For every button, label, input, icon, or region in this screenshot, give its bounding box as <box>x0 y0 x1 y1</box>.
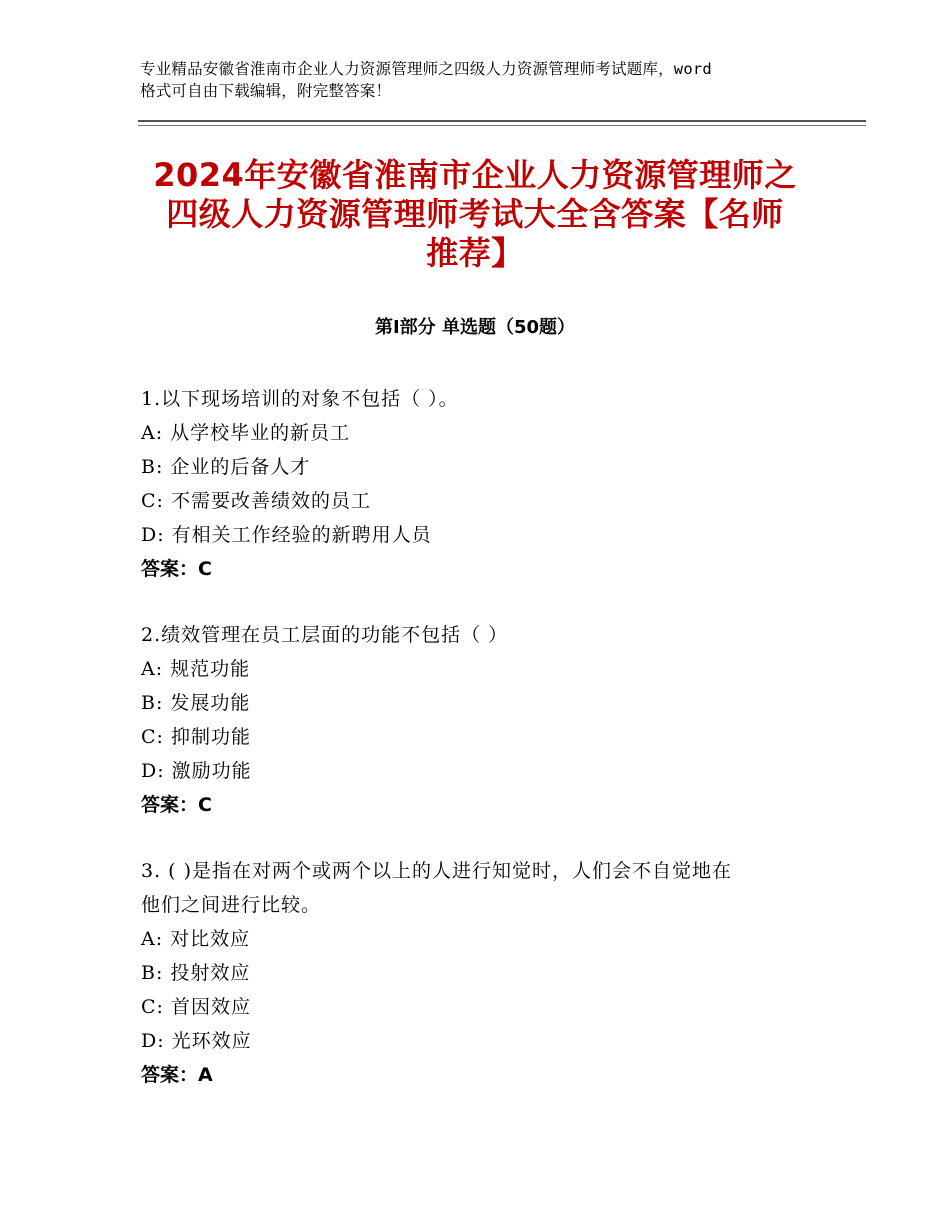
question-2-option-c: C: 抑制功能 <box>141 726 251 748</box>
question-3-option-c: C: 首因效应 <box>141 996 251 1018</box>
question-2-option-a: A: 规范功能 <box>141 658 251 680</box>
question-1 <box>141 382 821 586</box>
question-3-stem-line-1: 3. ( )是指在对两个或两个以上的人进行知觉时，人们会不自觉地在 <box>141 860 733 882</box>
question-2-answer: 答案：C <box>141 794 212 816</box>
question-2-option-b: B: 发展功能 <box>141 692 251 714</box>
question-1-option-d: D: 有相关工作经验的新聘用人员 <box>141 524 432 546</box>
header-note <box>140 58 830 102</box>
header-rule-thin <box>138 125 866 126</box>
header-rule-thick <box>138 120 866 122</box>
question-1-option-c: C: 不需要改善绩效的员工 <box>141 490 371 512</box>
question-1-stem: 1.以下现场培训的对象不包括（ ）。 <box>141 388 459 410</box>
question-1-option-b: B: 企业的后备人才 <box>141 456 311 478</box>
question-3-option-d: D: 光环效应 <box>141 1030 252 1052</box>
question-2-stem: 2.绩效管理在员工层面的功能不包括（ ） <box>141 624 509 646</box>
document-title-line-1: 2024年安徽省淮南市企业人力资源管理师之 <box>153 156 797 194</box>
header-note-line-1: 专业精品安徽省淮南市企业人力资源管理师之四级人力资源管理师考试题库，word <box>140 60 712 78</box>
question-3 <box>141 854 821 1092</box>
document-title-line-2: 四级人力资源管理师考试大全含答案【名师 <box>166 195 784 233</box>
question-list <box>141 382 821 1124</box>
section-title: 第Ⅰ部分 单选题（50题） <box>374 317 575 338</box>
question-3-stem-line-2: 他们之间进行比较。 <box>141 894 322 916</box>
document-title-line-3: 推荐】 <box>426 234 524 272</box>
question-2-option-d: D: 激励功能 <box>141 760 252 782</box>
question-3-option-b: B: 投射效应 <box>141 962 251 984</box>
question-3-answer: 答案：A <box>141 1064 213 1086</box>
question-1-option-a: A: 从学校毕业的新员工 <box>141 422 351 444</box>
document-title <box>130 156 820 273</box>
question-3-option-a: A: 对比效应 <box>141 928 251 950</box>
question-1-answer: 答案：C <box>141 558 212 580</box>
header-note-line-2: 格式可自由下载编辑，附完整答案！ <box>140 82 392 100</box>
question-2 <box>141 618 821 822</box>
